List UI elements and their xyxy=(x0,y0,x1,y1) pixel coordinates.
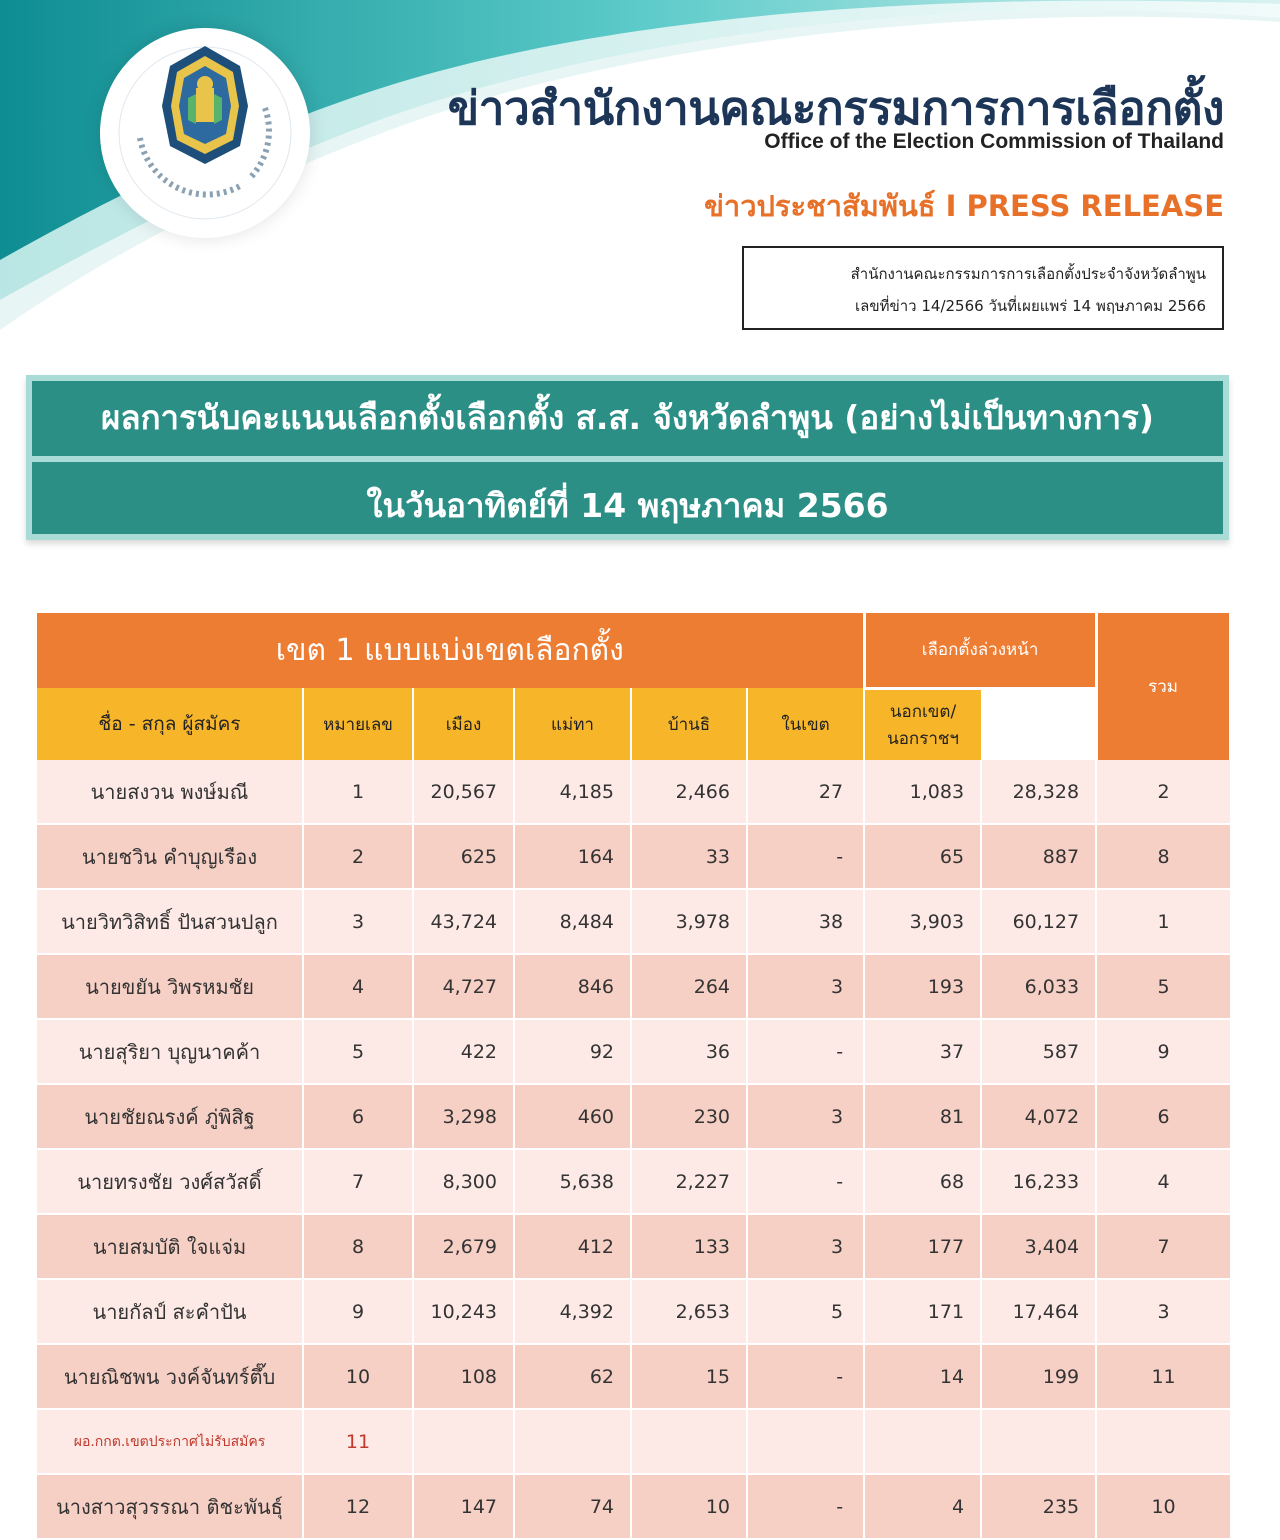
candidate-number: 8 xyxy=(303,1214,413,1279)
candidate-rank: 2 xyxy=(1096,760,1230,824)
candidate-number: 2 xyxy=(303,824,413,889)
votes-in-zone: - xyxy=(747,1149,864,1214)
votes-in-zone: - xyxy=(747,1474,864,1539)
votes-out-zone: 68 xyxy=(864,1149,981,1214)
votes-out-zone: 81 xyxy=(864,1084,981,1149)
banner-date: ในวันอาทิตย์ที่ 14 พฤษภาคม 2566 xyxy=(366,486,889,525)
candidate-number: 10 xyxy=(303,1344,413,1409)
votes-in-zone xyxy=(747,1409,864,1474)
candidate-number: 6 xyxy=(303,1084,413,1149)
col-number-header: หมายเลข xyxy=(303,688,413,760)
votes-mueang xyxy=(413,1409,514,1474)
results-table: เขต 1 แบบแบ่งเขตเลือกตั้ง เลือกตั้งล่วงหน้า รวม ลำดับที่ได้ ชื่อ - สกุล ผู้สมัคร หมายเลข เมือง แม่ทา บ้านธิ ในเขต นอกเขต/ นอกราชฯ นายสงวน พงษ์มณี 1 20,567 4,185 2,466 27 1,083 28,328 2 นายชวิน คำบุญเรือง 2 625 164 33 - 65 887 8 นายวิทวิสิทธิ์ ปันสวนปลูก 3 43,724 8,484 3,978 38 3,903 60,127 1 นายขยัน วิพรหมชัย 4 4,727 846 264 3 193 6,033 5 นายสุริยา บุญนาคค้า 5 422 92 36 - 37 587 9 นายชัยณรงค์ ภู่พิสิฐ 6 3,298 460 230 3 81 4,072 6 นายทรงชัย วงศ์สวัสดิ์ 7 8,300 5,638 2,227 - 68 16,233 4 นายสมบัติ ใจแจ่ม 8 2,679 412 133 3 177 3,404 7 นายกัลป์ สะคำปัน 9 10,243 4,392 2,653 5 171 17,464 3 นายณิชพน วงค์จันทร์ตึ๊บ 10 108 62 15 - 14 199 11 ผอ.กกต.เขตประกาศไม่รับสมัคร 11 นางสาวสุวรรณา ติชะพันธุ์ 12 147 74 10 - 4 235 10 xyxy=(37,613,1230,1540)
votes-bantho: 33 xyxy=(631,824,747,889)
candidate-number: 4 xyxy=(303,954,413,1019)
candidate-name: นายกัลป์ สะคำปัน xyxy=(37,1279,303,1344)
votes-mueang: 3,298 xyxy=(413,1084,514,1149)
table-row xyxy=(37,1409,1230,1474)
votes-total xyxy=(981,1409,1096,1474)
votes-total: 6,033 xyxy=(981,954,1096,1019)
candidate-number: 5 xyxy=(303,1019,413,1084)
table-row xyxy=(37,824,1230,889)
votes-bantho: 230 xyxy=(631,1084,747,1149)
votes-in-zone: - xyxy=(747,1344,864,1409)
table-row xyxy=(37,1149,1230,1214)
votes-mueang: 4,727 xyxy=(413,954,514,1019)
votes-total: 199 xyxy=(981,1344,1096,1409)
votes-in-zone: 3 xyxy=(747,1214,864,1279)
votes-in-zone: 38 xyxy=(747,889,864,954)
col-maetha-header: แม่ทา xyxy=(514,688,631,760)
votes-mueang: 422 xyxy=(413,1019,514,1084)
candidate-number: 1 xyxy=(303,760,413,824)
votes-out-zone: 193 xyxy=(864,954,981,1019)
votes-maetha xyxy=(514,1409,631,1474)
candidate-name: นายสุริยา บุญนาคค้า xyxy=(37,1019,303,1084)
votes-maetha: 4,185 xyxy=(514,760,631,824)
candidate-name: นายสมบัติ ใจแจ่ม xyxy=(37,1214,303,1279)
votes-out-zone: 37 xyxy=(864,1019,981,1084)
org-title-english: Office of the Election Commission of Thailand xyxy=(764,130,1224,153)
votes-out-zone xyxy=(864,1409,981,1474)
table-row xyxy=(37,1084,1230,1149)
zone-header: เขต 1 แบบแบ่งเขตเลือกตั้ง xyxy=(37,613,864,688)
votes-maetha: 8,484 xyxy=(514,889,631,954)
col-out-zone-header xyxy=(864,688,981,760)
votes-bantho: 3,978 xyxy=(631,889,747,954)
votes-out-zone: 3,903 xyxy=(864,889,981,954)
votes-bantho: 133 xyxy=(631,1214,747,1279)
candidate-number: 7 xyxy=(303,1149,413,1214)
votes-mueang: 43,724 xyxy=(413,889,514,954)
col-mueang-header: เมือง xyxy=(413,688,514,760)
banner-divider xyxy=(32,456,1223,462)
votes-bantho: 15 xyxy=(631,1344,747,1409)
votes-total: 28,328 xyxy=(981,760,1096,824)
votes-total: 235 xyxy=(981,1474,1096,1539)
news-info-box xyxy=(742,246,1224,330)
candidate-rank: 3 xyxy=(1096,1279,1230,1344)
votes-maetha: 846 xyxy=(514,954,631,1019)
candidate-name: นางสาวสุวรรณา ติชะพันธุ์ xyxy=(37,1474,303,1539)
votes-total: 587 xyxy=(981,1019,1096,1084)
votes-total: 4,072 xyxy=(981,1084,1096,1149)
candidate-rank: 1 xyxy=(1096,889,1230,954)
table-row xyxy=(37,1344,1230,1409)
votes-bantho: 2,653 xyxy=(631,1279,747,1344)
votes-bantho: 36 xyxy=(631,1019,747,1084)
votes-in-zone: 3 xyxy=(747,954,864,1019)
votes-mueang: 108 xyxy=(413,1344,514,1409)
votes-bantho xyxy=(631,1409,747,1474)
votes-maetha: 460 xyxy=(514,1084,631,1149)
table-row xyxy=(37,1474,1230,1539)
votes-bantho: 264 xyxy=(631,954,747,1019)
results-body xyxy=(37,760,1230,1539)
votes-total: 887 xyxy=(981,824,1096,889)
votes-mueang: 20,567 xyxy=(413,760,514,824)
candidate-rank: 9 xyxy=(1096,1019,1230,1084)
candidate-name: นายทรงชัย วงศ์สวัสดิ์ xyxy=(37,1149,303,1214)
votes-out-zone: 1,083 xyxy=(864,760,981,824)
candidate-name: นายวิทวิสิทธิ์ ปันสวนปลูก xyxy=(37,889,303,954)
votes-mueang: 147 xyxy=(413,1474,514,1539)
votes-total: 3,404 xyxy=(981,1214,1096,1279)
candidate-rank xyxy=(1096,1409,1230,1474)
votes-in-zone: 27 xyxy=(747,760,864,824)
table-row xyxy=(37,954,1230,1019)
advance-vote-header: เลือกตั้งล่วงหน้า xyxy=(864,613,1096,688)
votes-mueang: 625 xyxy=(413,824,514,889)
votes-out-zone: 171 xyxy=(864,1279,981,1344)
table-row xyxy=(37,1214,1230,1279)
candidate-rank: 6 xyxy=(1096,1084,1230,1149)
candidate-name: นายสงวน พงษ์มณี xyxy=(37,760,303,824)
candidate-name: นายขยัน วิพรหมชัย xyxy=(37,954,303,1019)
votes-in-zone: - xyxy=(747,824,864,889)
votes-maetha: 164 xyxy=(514,824,631,889)
col-out-zone-line2: นอกราชฯ xyxy=(887,728,959,749)
candidate-number: 3 xyxy=(303,889,413,954)
votes-out-zone: 4 xyxy=(864,1474,981,1539)
votes-mueang: 10,243 xyxy=(413,1279,514,1344)
logo-circle xyxy=(100,28,310,238)
candidate-rank: 4 xyxy=(1096,1149,1230,1214)
col-out-zone-line1: นอกเขต/ xyxy=(889,701,957,722)
votes-mueang: 8,300 xyxy=(413,1149,514,1214)
votes-bantho: 2,227 xyxy=(631,1149,747,1214)
votes-total: 16,233 xyxy=(981,1149,1096,1214)
votes-in-zone: - xyxy=(747,1019,864,1084)
votes-in-zone: 5 xyxy=(747,1279,864,1344)
election-seal-icon xyxy=(100,28,310,238)
votes-out-zone: 65 xyxy=(864,824,981,889)
candidate-number: 11 xyxy=(303,1409,413,1474)
votes-maetha: 412 xyxy=(514,1214,631,1279)
votes-bantho: 2,466 xyxy=(631,760,747,824)
candidate-number: 9 xyxy=(303,1279,413,1344)
votes-in-zone: 3 xyxy=(747,1084,864,1149)
votes-out-zone: 14 xyxy=(864,1344,981,1409)
votes-total: 17,464 xyxy=(981,1279,1096,1344)
table-row xyxy=(37,889,1230,954)
candidate-name: นายชัยณรงค์ ภู่พิสิฐ xyxy=(37,1084,303,1149)
candidate-rank: 5 xyxy=(1096,954,1230,1019)
title-banner xyxy=(26,375,1229,540)
votes-maetha: 4,392 xyxy=(514,1279,631,1344)
col-in-zone-header: ในเขต xyxy=(747,688,864,760)
total-header: รวม xyxy=(1096,613,1230,760)
table-row xyxy=(37,1019,1230,1084)
candidate-name: นายชวิน คำบุญเรือง xyxy=(37,824,303,889)
table-row xyxy=(37,760,1230,824)
votes-maetha: 74 xyxy=(514,1474,631,1539)
col-name-header: ชื่อ - สกุล ผู้สมัคร xyxy=(37,688,303,760)
votes-bantho: 10 xyxy=(631,1474,747,1539)
news-office-line: สำนักงานคณะกรรมการการเลือกตั้งประจำจังหวัดลำพูน xyxy=(850,265,1206,283)
candidate-rank: 7 xyxy=(1096,1214,1230,1279)
votes-out-zone: 177 xyxy=(864,1214,981,1279)
votes-total: 60,127 xyxy=(981,889,1096,954)
votes-maetha: 92 xyxy=(514,1019,631,1084)
votes-maetha: 62 xyxy=(514,1344,631,1409)
news-number-date-line: เลขที่ข่าว 14/2566 วันที่เผยแพร่ 14 พฤษภาคม 2566 xyxy=(855,297,1206,315)
banner-title: ผลการนับคะแนนเลือกตั้งเลือกตั้ง ส.ส. จังหวัดลำพูน (อย่างไม่เป็นทางการ) xyxy=(101,398,1154,437)
candidate-number: 12 xyxy=(303,1474,413,1539)
votes-maetha: 5,638 xyxy=(514,1149,631,1214)
org-title-thai: ข่าวสำนักงานคณะกรรมการการเลือกตั้ง xyxy=(447,81,1224,135)
candidate-rank: 10 xyxy=(1096,1474,1230,1539)
table-row xyxy=(37,1279,1230,1344)
candidate-name: นายณิชพน วงค์จันทร์ตึ๊บ xyxy=(37,1344,303,1409)
col-bantho-header: บ้านธิ xyxy=(631,688,747,760)
candidate-rank: 11 xyxy=(1096,1344,1230,1409)
votes-mueang: 2,679 xyxy=(413,1214,514,1279)
candidate-rank: 8 xyxy=(1096,824,1230,889)
candidate-name: ผอ.กกต.เขตประกาศไม่รับสมัคร xyxy=(37,1409,303,1474)
press-release-label: ข่าวประชาสัมพันธ์ I PRESS RELEASE xyxy=(704,189,1224,223)
